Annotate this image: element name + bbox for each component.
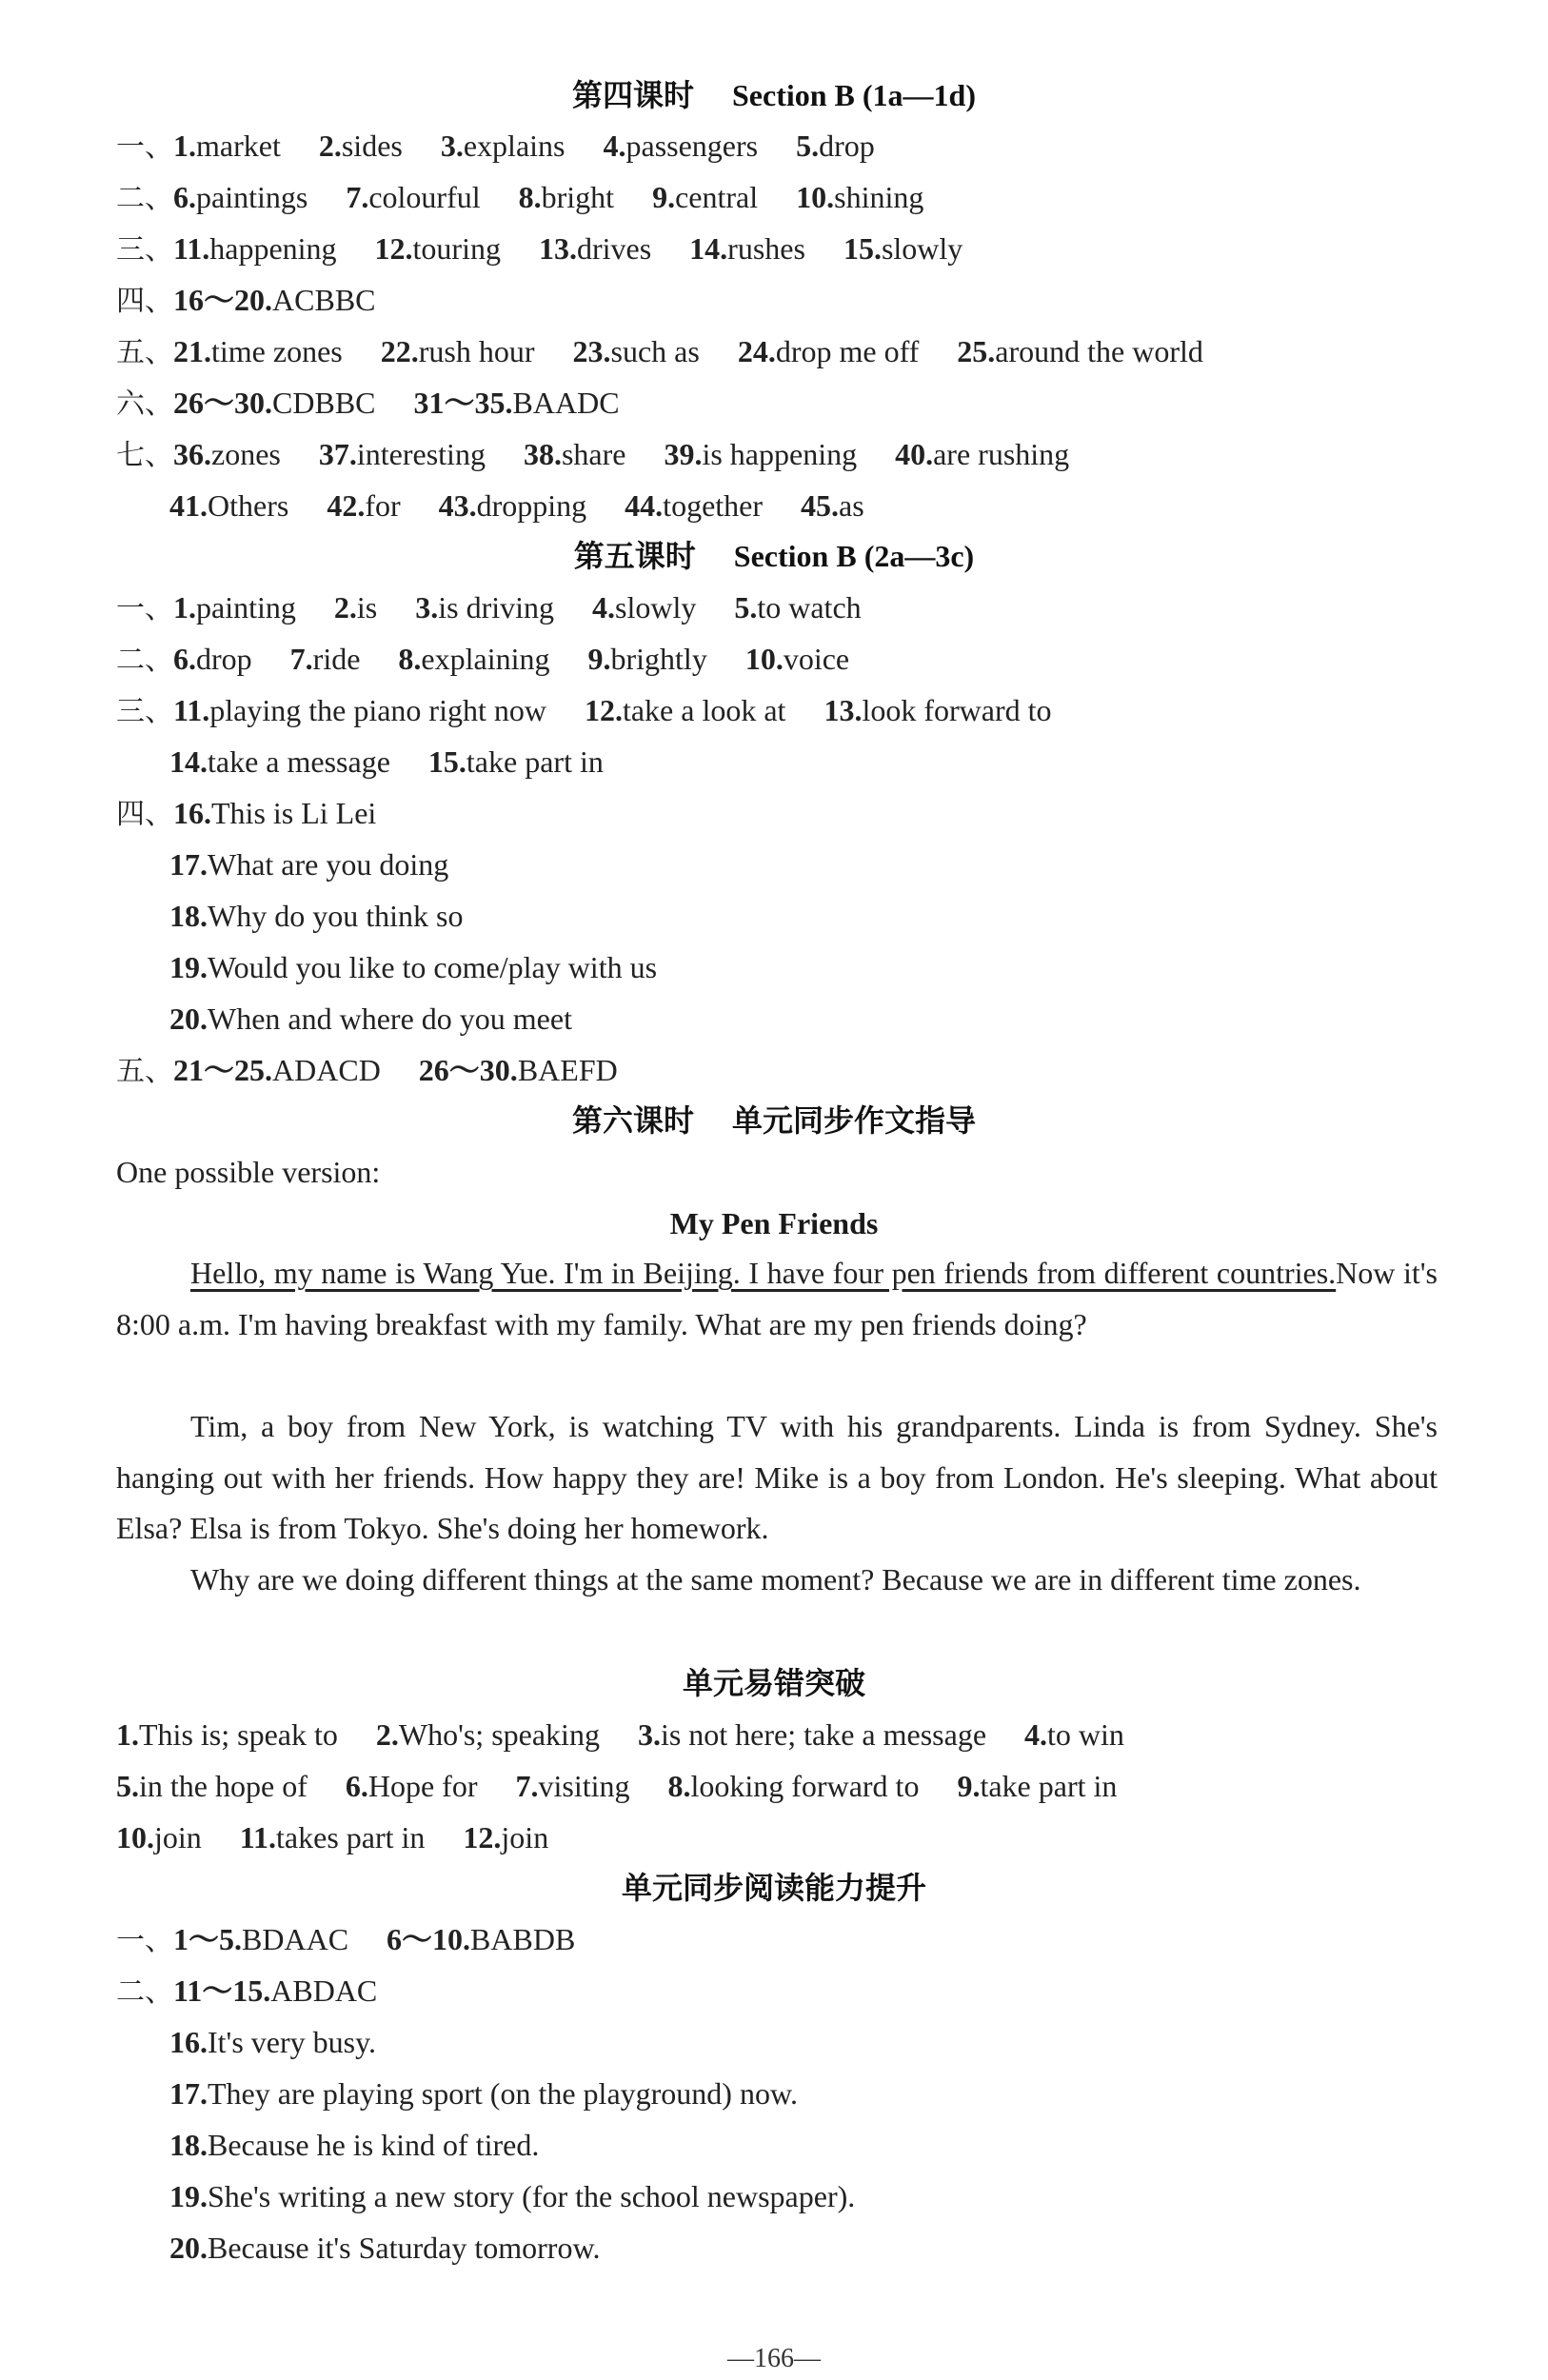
answer-item <box>169 897 463 935</box>
reading-section-heading: 单元同步阅读能力提升 <box>621 1870 926 1906</box>
item-number: 26～30. <box>418 1053 518 1087</box>
item-number: 8. <box>518 180 542 214</box>
answer-item <box>173 1051 381 1089</box>
answer-row <box>116 178 1439 218</box>
item-number: 6. <box>173 180 196 214</box>
item-number: 37. <box>318 437 357 471</box>
item-number: 4. <box>1024 1717 1048 1752</box>
answer-item <box>173 384 376 422</box>
row-prefix: 一、 <box>116 1924 173 1957</box>
item-answer: explains <box>463 129 566 163</box>
section-4-title-en: Section B (1a—1d) <box>732 78 976 112</box>
answer-row <box>169 897 1439 935</box>
essay-topic-sentence: Hello, my name is Wang Yue. I'm in Beijing. I have four pen friends from different countries. <box>190 1256 1337 1290</box>
row-prefix: 一、 <box>116 130 173 164</box>
answer-item <box>381 332 535 370</box>
answer-item <box>796 127 875 165</box>
answer-item <box>116 1818 202 1856</box>
item-number: 12. <box>584 693 623 727</box>
item-answer: central <box>675 180 759 214</box>
item-number: 11. <box>173 231 210 266</box>
answer-row <box>169 2177 1439 2215</box>
answer-item <box>638 1716 986 1754</box>
item-answer: as <box>839 488 864 523</box>
item-answer: voice <box>783 642 850 676</box>
answer-row <box>116 794 1439 834</box>
answer-item <box>116 1716 338 1754</box>
answer-item <box>173 435 281 473</box>
answer-item <box>824 691 1051 729</box>
item-number: 7. <box>515 1769 539 1803</box>
row-prefix: 七、 <box>116 439 173 472</box>
item-answer: BDAAC <box>242 1922 349 1956</box>
answer-item <box>173 794 376 832</box>
answer-item <box>524 435 626 473</box>
answer-item <box>957 1767 1117 1805</box>
item-number: 2. <box>375 1717 399 1752</box>
item-number: 42. <box>327 488 366 523</box>
item-number: 12. <box>463 1820 502 1854</box>
row-prefix: 四、 <box>116 285 173 318</box>
item-answer: drives <box>576 231 652 266</box>
item-number: 17. <box>169 847 208 882</box>
item-answer: take part in <box>980 1769 1118 1803</box>
answer-row <box>116 384 1439 424</box>
row-prefix: 二、 <box>116 644 173 677</box>
item-number: 2. <box>318 129 342 163</box>
item-answer: shining <box>834 180 924 214</box>
item-answer: paintings <box>196 180 308 214</box>
answer-item <box>173 1920 348 1958</box>
item-answer: share <box>561 437 626 471</box>
answer-item <box>895 435 1069 473</box>
item-answer: rush hour <box>418 334 535 368</box>
item-number: 13. <box>538 231 577 266</box>
error-section-heading: 单元易错突破 <box>682 1665 865 1701</box>
answer-item <box>414 384 620 422</box>
essay-paragraph-1 <box>116 1248 1438 1350</box>
item-answer: look forward to <box>862 693 1052 727</box>
answer-item <box>169 1000 572 1038</box>
answer-row <box>116 229 1439 269</box>
item-number: 16～20. <box>173 283 273 317</box>
answer-item <box>346 178 480 216</box>
item-answer: join <box>154 1820 202 1854</box>
answer-item <box>667 1767 919 1805</box>
item-answer: She's writing a new story (for the school newspaper). <box>208 2179 856 2213</box>
answer-row <box>116 588 1439 628</box>
item-answer: When and where do you meet <box>208 1002 572 1036</box>
row-prefix: 一、 <box>116 592 173 625</box>
item-answer: is not here; take a message <box>660 1717 987 1752</box>
item-answer: CDBBC <box>272 386 376 420</box>
item-number: 23. <box>572 334 611 368</box>
answer-item <box>173 691 546 729</box>
answer-row <box>116 691 1439 731</box>
item-answer: looking forward to <box>690 1769 920 1803</box>
item-number: 3. <box>637 1717 661 1752</box>
answer-item <box>745 640 849 678</box>
item-number: 11. <box>173 693 210 727</box>
answer-item <box>734 588 861 626</box>
item-answer: slowly <box>615 590 697 625</box>
answer-item <box>519 178 614 216</box>
item-answer: drop <box>196 642 252 676</box>
row-prefix: 六、 <box>116 387 173 421</box>
item-answer: market <box>196 129 281 163</box>
item-number: 11. <box>239 1820 277 1854</box>
answer-item <box>376 1716 600 1754</box>
item-answer: take a look at <box>622 693 786 727</box>
answer-item <box>1024 1716 1124 1754</box>
answer-item <box>327 486 400 525</box>
item-number: 11～15. <box>173 1973 271 2008</box>
item-number: 20. <box>169 1002 208 1036</box>
answer-item <box>290 640 361 678</box>
item-number: 18. <box>169 2128 208 2162</box>
item-answer: playing the piano right now <box>209 693 546 727</box>
item-number: 10. <box>744 642 784 676</box>
item-number: 21. <box>173 334 211 368</box>
item-number: 31～35. <box>413 386 513 420</box>
item-number: 5. <box>116 1769 139 1803</box>
answer-item <box>592 588 696 626</box>
item-answer: Others <box>208 488 289 523</box>
answer-row <box>169 743 1439 781</box>
item-number: 21～25. <box>173 1053 273 1087</box>
row-prefix: 五、 <box>116 336 173 369</box>
answer-item <box>801 486 864 525</box>
item-number: 19. <box>169 2179 208 2213</box>
item-number: 15. <box>427 744 466 779</box>
item-answer: ADACD <box>272 1053 381 1087</box>
item-answer: to watch <box>757 590 862 625</box>
answer-item <box>539 229 651 268</box>
answer-item <box>441 127 566 165</box>
answer-item <box>375 229 501 268</box>
answer-row <box>116 640 1439 680</box>
item-answer: to win <box>1047 1717 1124 1752</box>
item-number: 8. <box>398 642 422 676</box>
answer-item <box>625 486 763 525</box>
answer-item <box>587 640 706 678</box>
answer-row <box>116 1716 1439 1754</box>
answer-item <box>173 1972 377 2010</box>
answer-item <box>515 1767 629 1805</box>
answer-row <box>116 281 1439 321</box>
answer-row <box>169 948 1439 986</box>
item-answer: ABDAC <box>270 1973 378 2008</box>
item-number: 20. <box>169 2231 208 2265</box>
item-number: 14. <box>689 231 728 266</box>
answer-row <box>169 1000 1439 1038</box>
item-number: 15. <box>843 231 882 266</box>
answer-item <box>319 435 486 473</box>
item-answer: colourful <box>368 180 481 214</box>
answer-item <box>173 281 376 319</box>
item-answer: explaining <box>421 642 550 676</box>
answer-item <box>428 743 604 781</box>
item-answer: dropping <box>476 488 587 523</box>
item-answer: Would you like to come/play with us <box>208 950 658 984</box>
item-number: 3. <box>415 590 439 625</box>
answer-item <box>169 2126 539 2164</box>
answer-row <box>116 1818 1439 1856</box>
item-answer: such as <box>610 334 700 368</box>
item-number: 8. <box>667 1769 691 1803</box>
answer-item <box>319 127 403 165</box>
section-5-title-en: Section B (2a—3c) <box>733 539 975 573</box>
item-number: 2. <box>333 590 357 625</box>
item-answer: in the hope of <box>139 1769 308 1803</box>
item-answer: for <box>365 488 401 523</box>
item-number: 12. <box>374 231 413 266</box>
section-4-title-cn: 第四课时 <box>571 77 694 113</box>
item-number: 45. <box>801 488 840 523</box>
item-answer: BAADC <box>512 386 620 420</box>
item-number: 41. <box>169 488 208 523</box>
section-5-title-cn: 第五课时 <box>573 538 696 574</box>
item-answer: passengers <box>625 129 759 163</box>
item-number: 16. <box>173 796 211 830</box>
item-number: 26～30. <box>173 386 273 420</box>
item-number: 9. <box>957 1769 981 1803</box>
item-number: 39. <box>664 437 703 471</box>
item-number: 4. <box>592 590 615 625</box>
essay-title: My Pen Friends <box>669 1206 879 1240</box>
answer-row <box>169 2229 1439 2267</box>
answer-row <box>116 332 1439 372</box>
item-number: 1. <box>173 590 196 625</box>
item-number: 25. <box>957 334 996 368</box>
row-prefix: 二、 <box>116 182 173 215</box>
item-answer: take part in <box>466 744 604 779</box>
item-answer: is driving <box>438 590 554 625</box>
item-number: 5. <box>734 590 758 625</box>
item-answer: happening <box>209 231 337 266</box>
item-answer: Because it's Saturday tomorrow. <box>208 2231 601 2265</box>
answer-row <box>116 1972 1439 2012</box>
item-number: 1～5. <box>173 1922 243 1956</box>
answer-row <box>116 1920 1439 1960</box>
answer-item <box>173 588 296 626</box>
answer-item <box>169 845 448 883</box>
answer-item <box>169 2074 798 2112</box>
item-answer: ride <box>312 642 361 676</box>
answer-row <box>116 1767 1439 1805</box>
item-answer: time zones <box>211 334 343 368</box>
item-answer: BAEFD <box>517 1053 618 1087</box>
item-number: 6～10. <box>387 1922 471 1956</box>
item-number: 22. <box>380 334 419 368</box>
answer-item <box>169 2177 855 2215</box>
answer-item <box>957 332 1203 370</box>
essay-paragraph-3: Why are we doing different things at the same moment? Because we are in different time zones. <box>190 1562 1361 1597</box>
answer-item <box>664 435 857 473</box>
item-answer: What are you doing <box>208 847 449 882</box>
answer-item <box>439 486 587 525</box>
answer-item <box>240 1818 426 1856</box>
answer-item <box>585 691 785 729</box>
answer-row <box>169 2023 1439 2061</box>
item-answer: Why do you think so <box>208 899 464 933</box>
item-answer: zones <box>211 437 281 471</box>
item-answer: visiting <box>538 1769 630 1803</box>
answer-item <box>116 1767 308 1805</box>
answer-item <box>346 1767 478 1805</box>
item-number: 7. <box>289 642 313 676</box>
section-6-heading <box>0 1101 1548 1140</box>
item-answer: interesting <box>356 437 486 471</box>
item-number: 24. <box>737 334 776 368</box>
answer-item <box>173 178 308 216</box>
item-number: 10. <box>796 180 835 214</box>
item-answer: They are playing sport (on the playground) now. <box>208 2076 798 2111</box>
item-answer: together <box>663 488 764 523</box>
essay-paragraph-1-rest: Now it's 8:00 a.m. I'm having breakfast with my family. What are my pen friends doing? <box>116 1256 1439 1341</box>
item-answer: drop me off <box>775 334 920 368</box>
item-number: 10. <box>116 1820 154 1854</box>
answer-item <box>603 127 758 165</box>
item-answer: rushes <box>727 231 805 266</box>
answer-row <box>169 2074 1439 2112</box>
answer-item <box>573 332 700 370</box>
answer-item <box>415 588 554 626</box>
item-answer: This is Li Lei <box>211 796 377 830</box>
item-number: 5. <box>796 129 820 163</box>
item-answer: drop <box>819 129 875 163</box>
answer-item <box>169 948 657 986</box>
answer-item <box>419 1051 618 1089</box>
answer-item <box>738 332 919 370</box>
answer-item <box>173 332 343 370</box>
section-5-heading <box>0 537 1548 575</box>
item-answer: Who's; speaking <box>398 1717 600 1752</box>
answer-item <box>173 640 252 678</box>
item-answer: brightly <box>610 642 707 676</box>
answer-row <box>116 127 1439 167</box>
essay-paragraph-2: Tim, a boy from New York, is watching TV with his grandparents. Linda is from Sydney. She's hanging out with her friends. How happy they are! Mike is a boy from London. He's sleeping. What about Elsa? Elsa is from Tokyo. She's doing her homework. <box>116 1409 1438 1545</box>
answer-item <box>334 588 377 626</box>
row-prefix: 三、 <box>116 695 173 728</box>
answer-item <box>173 229 337 268</box>
item-number: 9. <box>587 642 611 676</box>
item-answer: is <box>356 590 378 625</box>
answer-item <box>169 743 390 781</box>
item-number: 40. <box>895 437 934 471</box>
answer-row <box>116 1051 1439 1091</box>
answer-item <box>843 229 963 268</box>
item-number: 14. <box>169 744 208 779</box>
answer-row <box>169 2126 1439 2164</box>
item-answer: BABDB <box>470 1922 576 1956</box>
answer-item <box>387 1920 575 1958</box>
answer-item <box>689 229 805 268</box>
row-prefix: 二、 <box>116 1975 173 2009</box>
item-answer: Hope for <box>367 1769 478 1803</box>
item-answer: are rushing <box>933 437 1070 471</box>
item-answer: is happening <box>702 437 858 471</box>
item-number: 6. <box>345 1769 368 1803</box>
item-number: 4. <box>603 129 626 163</box>
item-number: 43. <box>438 488 477 523</box>
answer-item <box>173 127 281 165</box>
item-number: 7. <box>346 180 369 214</box>
answer-item <box>169 2023 376 2061</box>
item-answer: join <box>501 1820 549 1854</box>
row-prefix: 四、 <box>116 798 173 831</box>
item-number: 19. <box>169 950 208 984</box>
item-number: 1. <box>173 129 196 163</box>
essay-intro: One possible version: <box>116 1155 381 1189</box>
item-answer: ACBBC <box>272 283 376 317</box>
answer-item <box>463 1818 548 1856</box>
item-number: 16. <box>169 2025 208 2059</box>
item-number: 18. <box>169 899 208 933</box>
item-answer: It's very busy. <box>208 2025 376 2059</box>
section-6-title-cn: 第六课时 <box>571 1102 694 1139</box>
item-answer: take a message <box>208 744 390 779</box>
section-4-heading <box>0 76 1548 114</box>
item-number: 38. <box>523 437 562 471</box>
item-answer: takes part in <box>276 1820 426 1854</box>
item-number: 13. <box>824 693 863 727</box>
answer-row <box>116 435 1439 475</box>
answer-row <box>169 845 1439 883</box>
item-answer: slowly <box>881 231 963 266</box>
page-number: —166— <box>727 2344 821 2373</box>
item-number: 44. <box>625 488 664 523</box>
item-number: 3. <box>440 129 464 163</box>
row-prefix: 五、 <box>116 1055 173 1088</box>
answer-row <box>169 486 1439 525</box>
item-answer: This is; speak to <box>139 1717 338 1752</box>
answer-item <box>169 486 288 525</box>
item-answer: touring <box>412 231 501 266</box>
item-answer: Because he is kind of tired. <box>208 2128 540 2162</box>
section-6-title-right: 单元同步作文指导 <box>732 1102 977 1139</box>
item-number: 36. <box>173 437 211 471</box>
item-answer: sides <box>341 129 403 163</box>
item-answer: around the world <box>995 334 1203 368</box>
item-answer: painting <box>196 590 296 625</box>
item-number: 17. <box>169 2076 208 2111</box>
answer-item <box>652 178 758 216</box>
item-number: 6. <box>173 642 196 676</box>
answer-item <box>796 178 923 216</box>
answer-item <box>169 2229 600 2267</box>
item-number: 9. <box>652 180 676 214</box>
row-prefix: 三、 <box>116 233 173 267</box>
item-number: 1. <box>116 1717 139 1752</box>
answer-item <box>398 640 549 678</box>
item-answer: bright <box>541 180 615 214</box>
